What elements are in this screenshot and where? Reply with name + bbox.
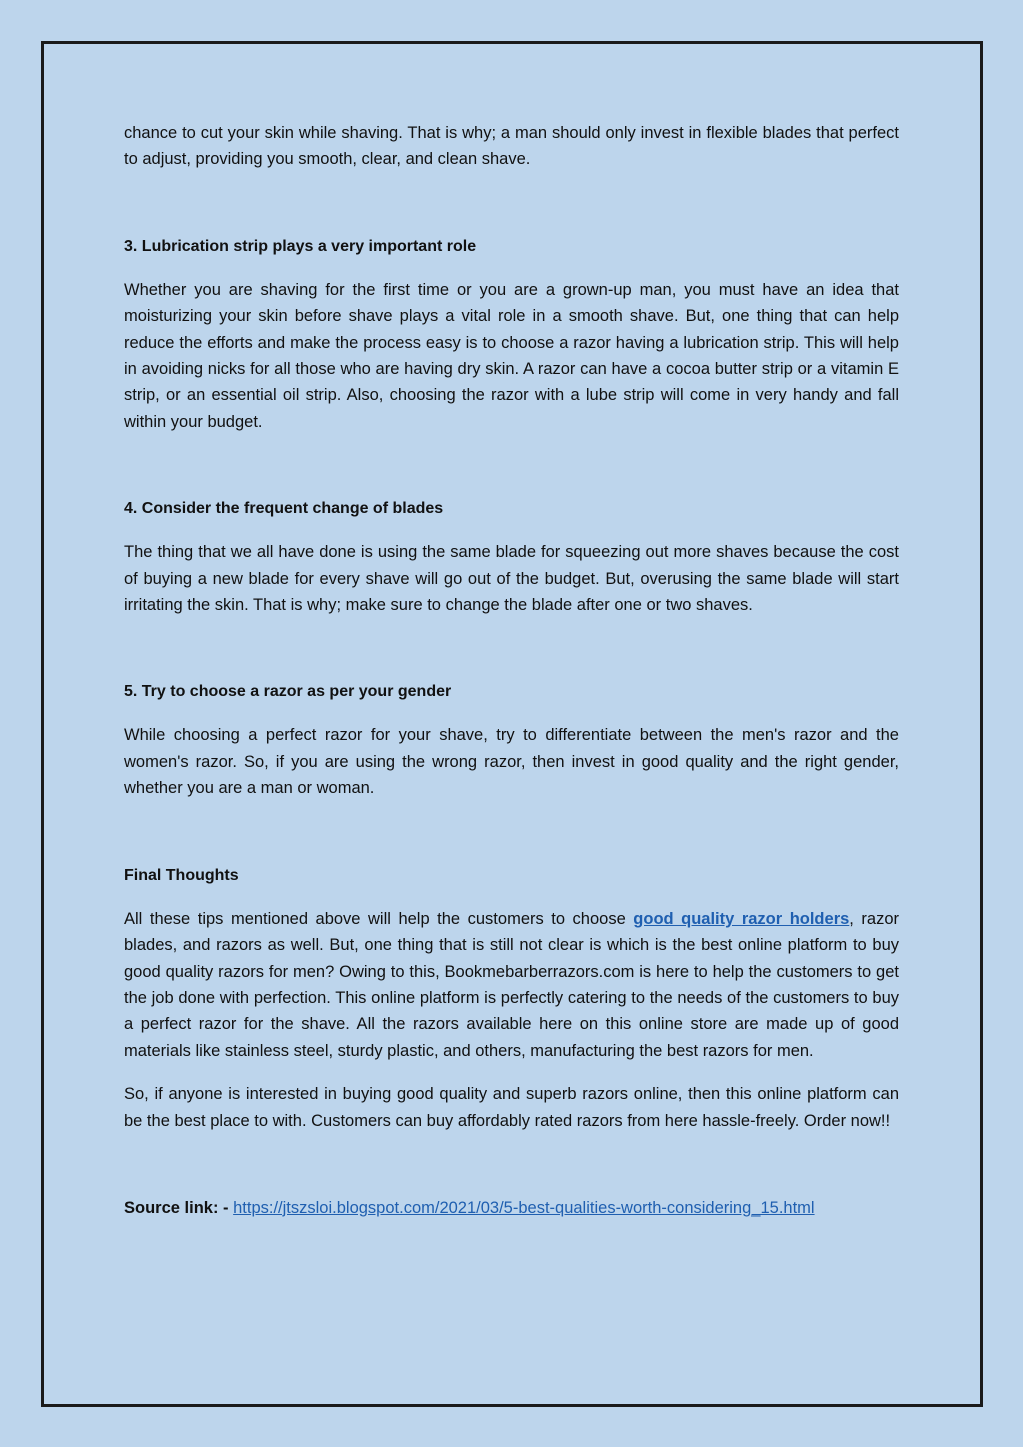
source-label: Source link: - <box>124 1198 234 1217</box>
source-line <box>124 1195 899 1221</box>
section-5-body: While choosing a perfect razor for your shave, try to differentiate between the men's razor and the women's razor. So, if you are using the wrong razor, then invest in good quality and the right gender, whether you are a man or woman. <box>124 726 899 798</box>
source-url-link[interactable]: https://jtszsloi.blogspot.com/2021/03/5-best-qualities-worth-considering_15.html <box>233 1198 815 1217</box>
section-4-body: The thing that we all have done is using the same blade for squeezing out more shaves because the cost of buying a new blade for every shave will go out of the budget. But, overusing the same blade will start irritating the skin. That is why; make sure to change the blade after one or two shaves. <box>124 543 899 615</box>
section-5-heading: 5. Try to choose a razor as per your gender <box>124 683 452 701</box>
final-thoughts-heading: Final Thoughts <box>124 866 239 884</box>
section-4-heading: 4. Consider the frequent change of blades <box>124 500 444 518</box>
document-body <box>124 120 899 1221</box>
section-3-body: Whether you are shaving for the first time or you are a grown-up man, you must have an idea that moisturizing your skin before shave plays a vital role in a smooth shave. But, one thing that can help reduce the efforts and make the process easy is to choose a razor having a lubrication strip. This will help in avoiding nicks for all those who are having dry skin. A razor can have a cocoa butter strip or a vitamin E strip, or an essential oil strip. Also, choosing the razor with a lube strip will come in very handy and fall within your budget. <box>124 280 899 431</box>
final-paragraph-1-start: All these tips mentioned above will help the customers to choose <box>124 909 634 928</box>
intro-paragraph: chance to cut your skin while shaving. That is why; a man should only invest in flexible blades that perfect to adjust, providing you smooth, clear, and clean shave. <box>124 124 899 169</box>
section-3-heading: 3. Lubrication strip plays a very important role <box>124 237 477 255</box>
final-paragraph-1-end: , razor blades, and razors as well. But, one thing that is still not clear is which is the best online platform to buy good quality razors for men? Owing to this, Bookmebarberrazors.com is here to help the customers to get the job done with perfection. This online platform is perfectly catering to the needs of the customers to buy a perfect razor for the shave. All the razors available here on this online store are made up of good materials like stainless steel, sturdy plastic, and others, manufacturing the best razors for men. <box>124 909 899 1060</box>
final-paragraph-2: So, if anyone is interested in buying good quality and superb razors online, then this online platform can be the best place to with. Customers can buy affordably rated razors from here hassle-freely. Order now!! <box>124 1085 899 1130</box>
razor-holders-link[interactable]: good quality razor holders <box>633 909 850 928</box>
final-paragraph-1 <box>124 906 899 1064</box>
